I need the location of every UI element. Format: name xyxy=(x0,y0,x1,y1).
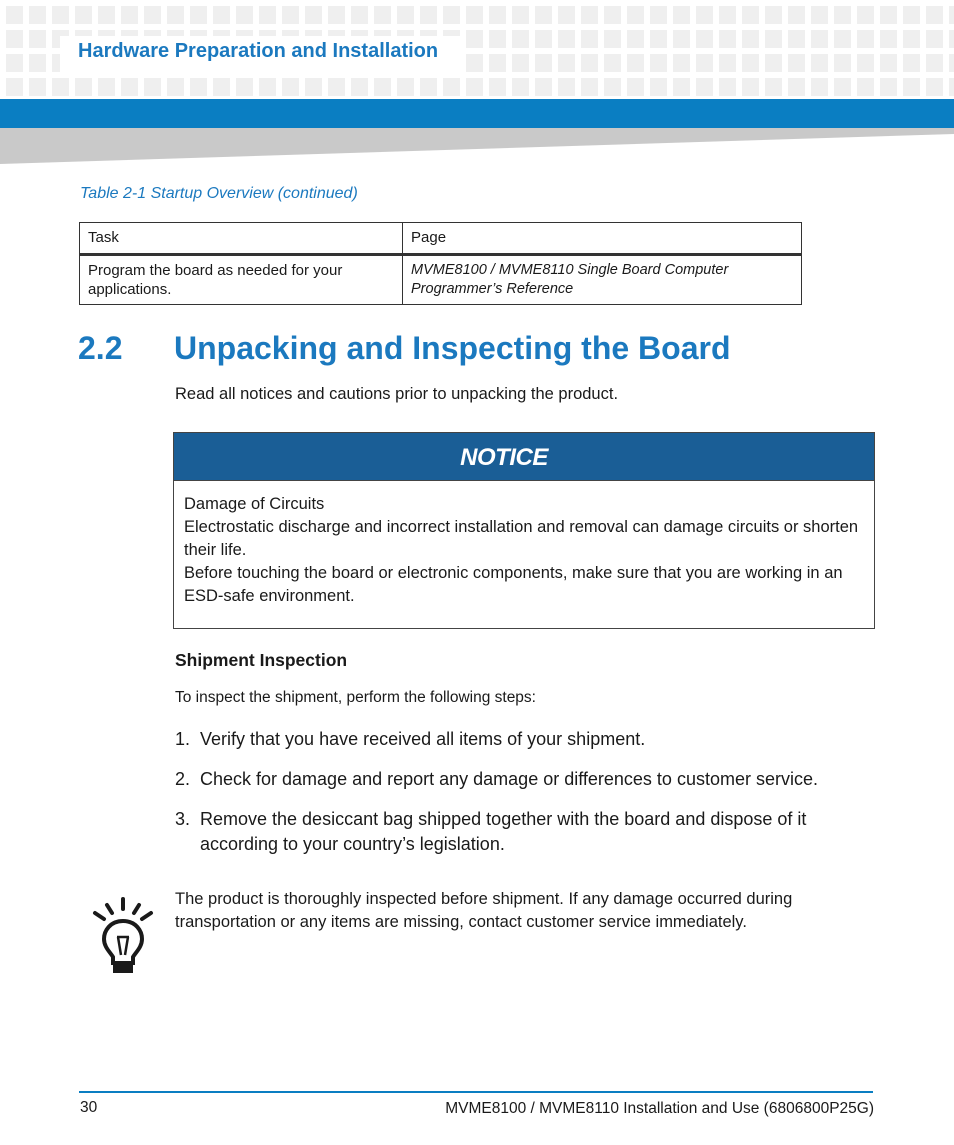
step-text: Remove the desiccant bag shipped together with the board and dispose of it according to your country’s legislation. xyxy=(200,809,807,854)
list-item xyxy=(175,767,855,792)
step-text: Verify that you have received all items of your shipment. xyxy=(200,729,646,749)
footer-rule xyxy=(79,1091,873,1093)
steps-intro: To inspect the shipment, perform the following steps: xyxy=(175,689,536,706)
startup-overview-table xyxy=(79,222,802,305)
shipment-inspection-heading: Shipment Inspection xyxy=(175,650,348,670)
chapter-header-title: Hardware Preparation and Installation xyxy=(78,40,439,62)
table-cell-page: MVME8100 / MVME8110 Single Board Computer Programmer’s Reference xyxy=(403,255,802,305)
document-reference: MVME8100 / MVME8110 Installation and Use (6806800P25G) xyxy=(445,1100,874,1117)
step-text: Check for damage and report any damage or differences to customer service. xyxy=(200,769,818,789)
table-row xyxy=(80,255,802,305)
section-intro: Read all notices and cautions prior to unpacking the product. xyxy=(175,385,619,403)
notice-line: Damage of Circuits xyxy=(184,495,325,513)
list-item xyxy=(175,807,855,857)
header-grey-wedge xyxy=(0,128,954,164)
notice-box xyxy=(173,432,875,629)
notice-line: Electrostatic discharge and incorrect installation and removal can damage circuits or shorten their life. xyxy=(184,518,859,559)
header-blue-bar xyxy=(0,99,954,128)
notice-header xyxy=(174,433,874,481)
tip-text: The product is thoroughly inspected before shipment. If any damage occurred during transportation or any items are missing, contact customer service immediately. xyxy=(175,890,793,931)
section-title: Unpacking and Inspecting the Board xyxy=(174,330,731,366)
section-number: 2.2 xyxy=(78,330,123,366)
table-header-row xyxy=(80,223,802,255)
table-header-page: Page xyxy=(403,223,802,255)
notice-line: Before touching the board or electronic components, make sure that you are working in an ESD-safe environment. xyxy=(184,564,843,605)
list-item xyxy=(175,727,855,752)
page-number: 30 xyxy=(80,1099,98,1116)
step-number: 1. xyxy=(175,729,191,749)
notice-label: NOTICE xyxy=(460,444,548,471)
lightbulb-icon xyxy=(92,897,154,977)
step-number: 3. xyxy=(175,809,191,829)
table-cell-task: Program the board as needed for your applications. xyxy=(80,255,403,305)
table-caption: Table 2-1 Startup Overview (continued) xyxy=(80,185,358,202)
step-number: 2. xyxy=(175,769,191,789)
notice-body xyxy=(174,481,874,608)
table-header-task: Task xyxy=(80,223,403,255)
